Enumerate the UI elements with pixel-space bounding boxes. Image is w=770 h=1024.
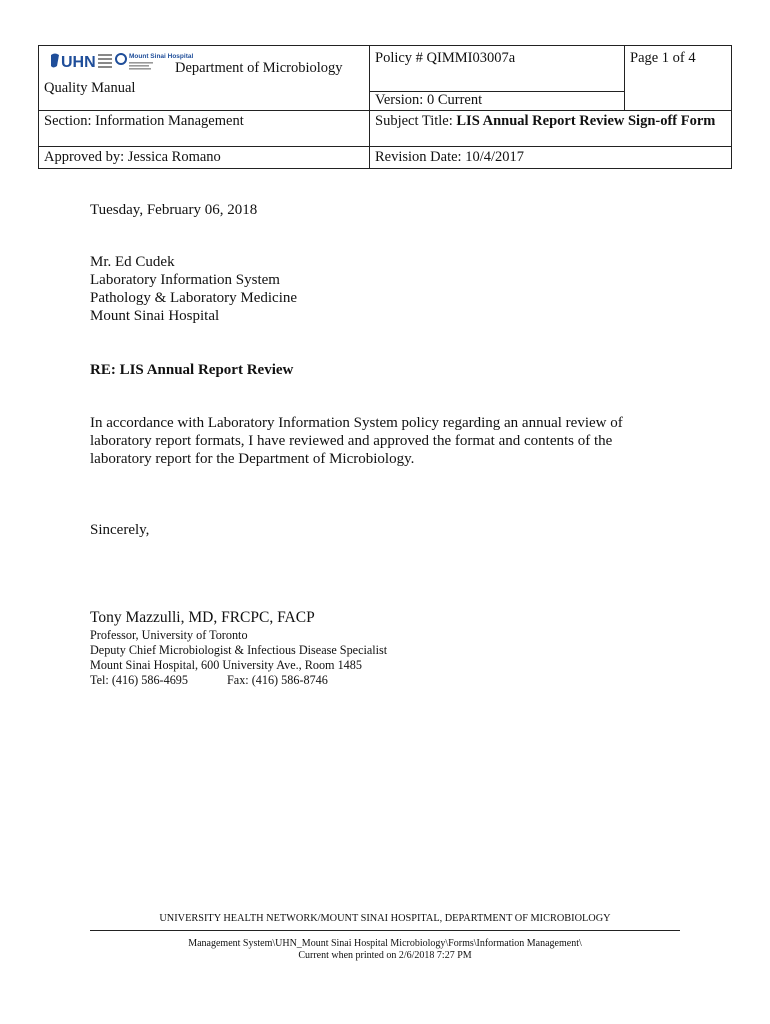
- logo-uhn-text: UHN: [61, 54, 96, 71]
- body-line: laboratory report formats, I have reviewed and approved the format and contents of the: [90, 433, 613, 449]
- closing: Sincerely,: [90, 522, 150, 538]
- quality-manual-label: Quality Manual: [44, 80, 136, 96]
- subject-title-bold: LIS Annual Report Review Sign-off Form: [456, 113, 716, 129]
- signer-line: Mount Sinai Hospital, 600 University Ave., Room 1485: [90, 658, 362, 672]
- policy-number: Policy # QIMMI03007a: [370, 46, 625, 92]
- uhn-mount-sinai-logo: [49, 50, 194, 72]
- body-line: In accordance with Laboratory Information System policy regarding an annual review of: [90, 415, 623, 431]
- logo-msh-text: Mount Sinai Hospital: [129, 53, 194, 60]
- footer-org: UNIVERSITY HEALTH NETWORK/MOUNT SINAI HOSPITAL, DEPARTMENT OF MICROBIOLOGY: [159, 913, 611, 924]
- re-line: RE: LIS Annual Report Review: [90, 362, 294, 378]
- signer-tel: Tel: (416) 586-4695: [90, 673, 188, 687]
- recipient-name: Mr. Ed Cudek: [90, 254, 175, 270]
- logo-cell: [39, 46, 370, 111]
- body-line: laboratory report for the Department of Microbiology.: [90, 451, 415, 467]
- approved-by: Approved by: Jessica Romano: [39, 147, 370, 169]
- footer-path: Management System\UHN_Mount Sinai Hospital Microbiology\Forms\Information Management\: [188, 938, 582, 949]
- footer-divider: [90, 930, 680, 931]
- footer-printed: Current when printed on 2/6/2018 7:27 PM: [298, 950, 472, 961]
- signer-fax: Fax: (416) 586-8746: [227, 673, 328, 687]
- revision-date: Revision Date: 10/4/2017: [370, 147, 732, 169]
- signer-line: Professor, University of Toronto: [90, 628, 248, 642]
- letter-date: Tuesday, February 06, 2018: [90, 202, 258, 218]
- subject-title: Subject Title: LIS Annual Report Review Sign-off Form: [370, 111, 732, 147]
- header-table: [38, 45, 732, 169]
- page-indicator: Page 1 of 4: [625, 46, 732, 111]
- signer-line: Deputy Chief Microbiologist & Infectious Disease Specialist: [90, 643, 388, 657]
- recipient-line: Mount Sinai Hospital: [90, 308, 220, 324]
- recipient-line: Pathology & Laboratory Medicine: [90, 290, 298, 306]
- recipient-line: Laboratory Information System: [90, 272, 280, 288]
- department-label: Department of Microbiology: [175, 60, 343, 76]
- version-label: Version: 0 Current: [370, 92, 625, 111]
- section-label: Section: Information Management: [39, 111, 370, 147]
- signer-name: Tony Mazzulli, MD, FRCPC, FACP: [90, 609, 315, 626]
